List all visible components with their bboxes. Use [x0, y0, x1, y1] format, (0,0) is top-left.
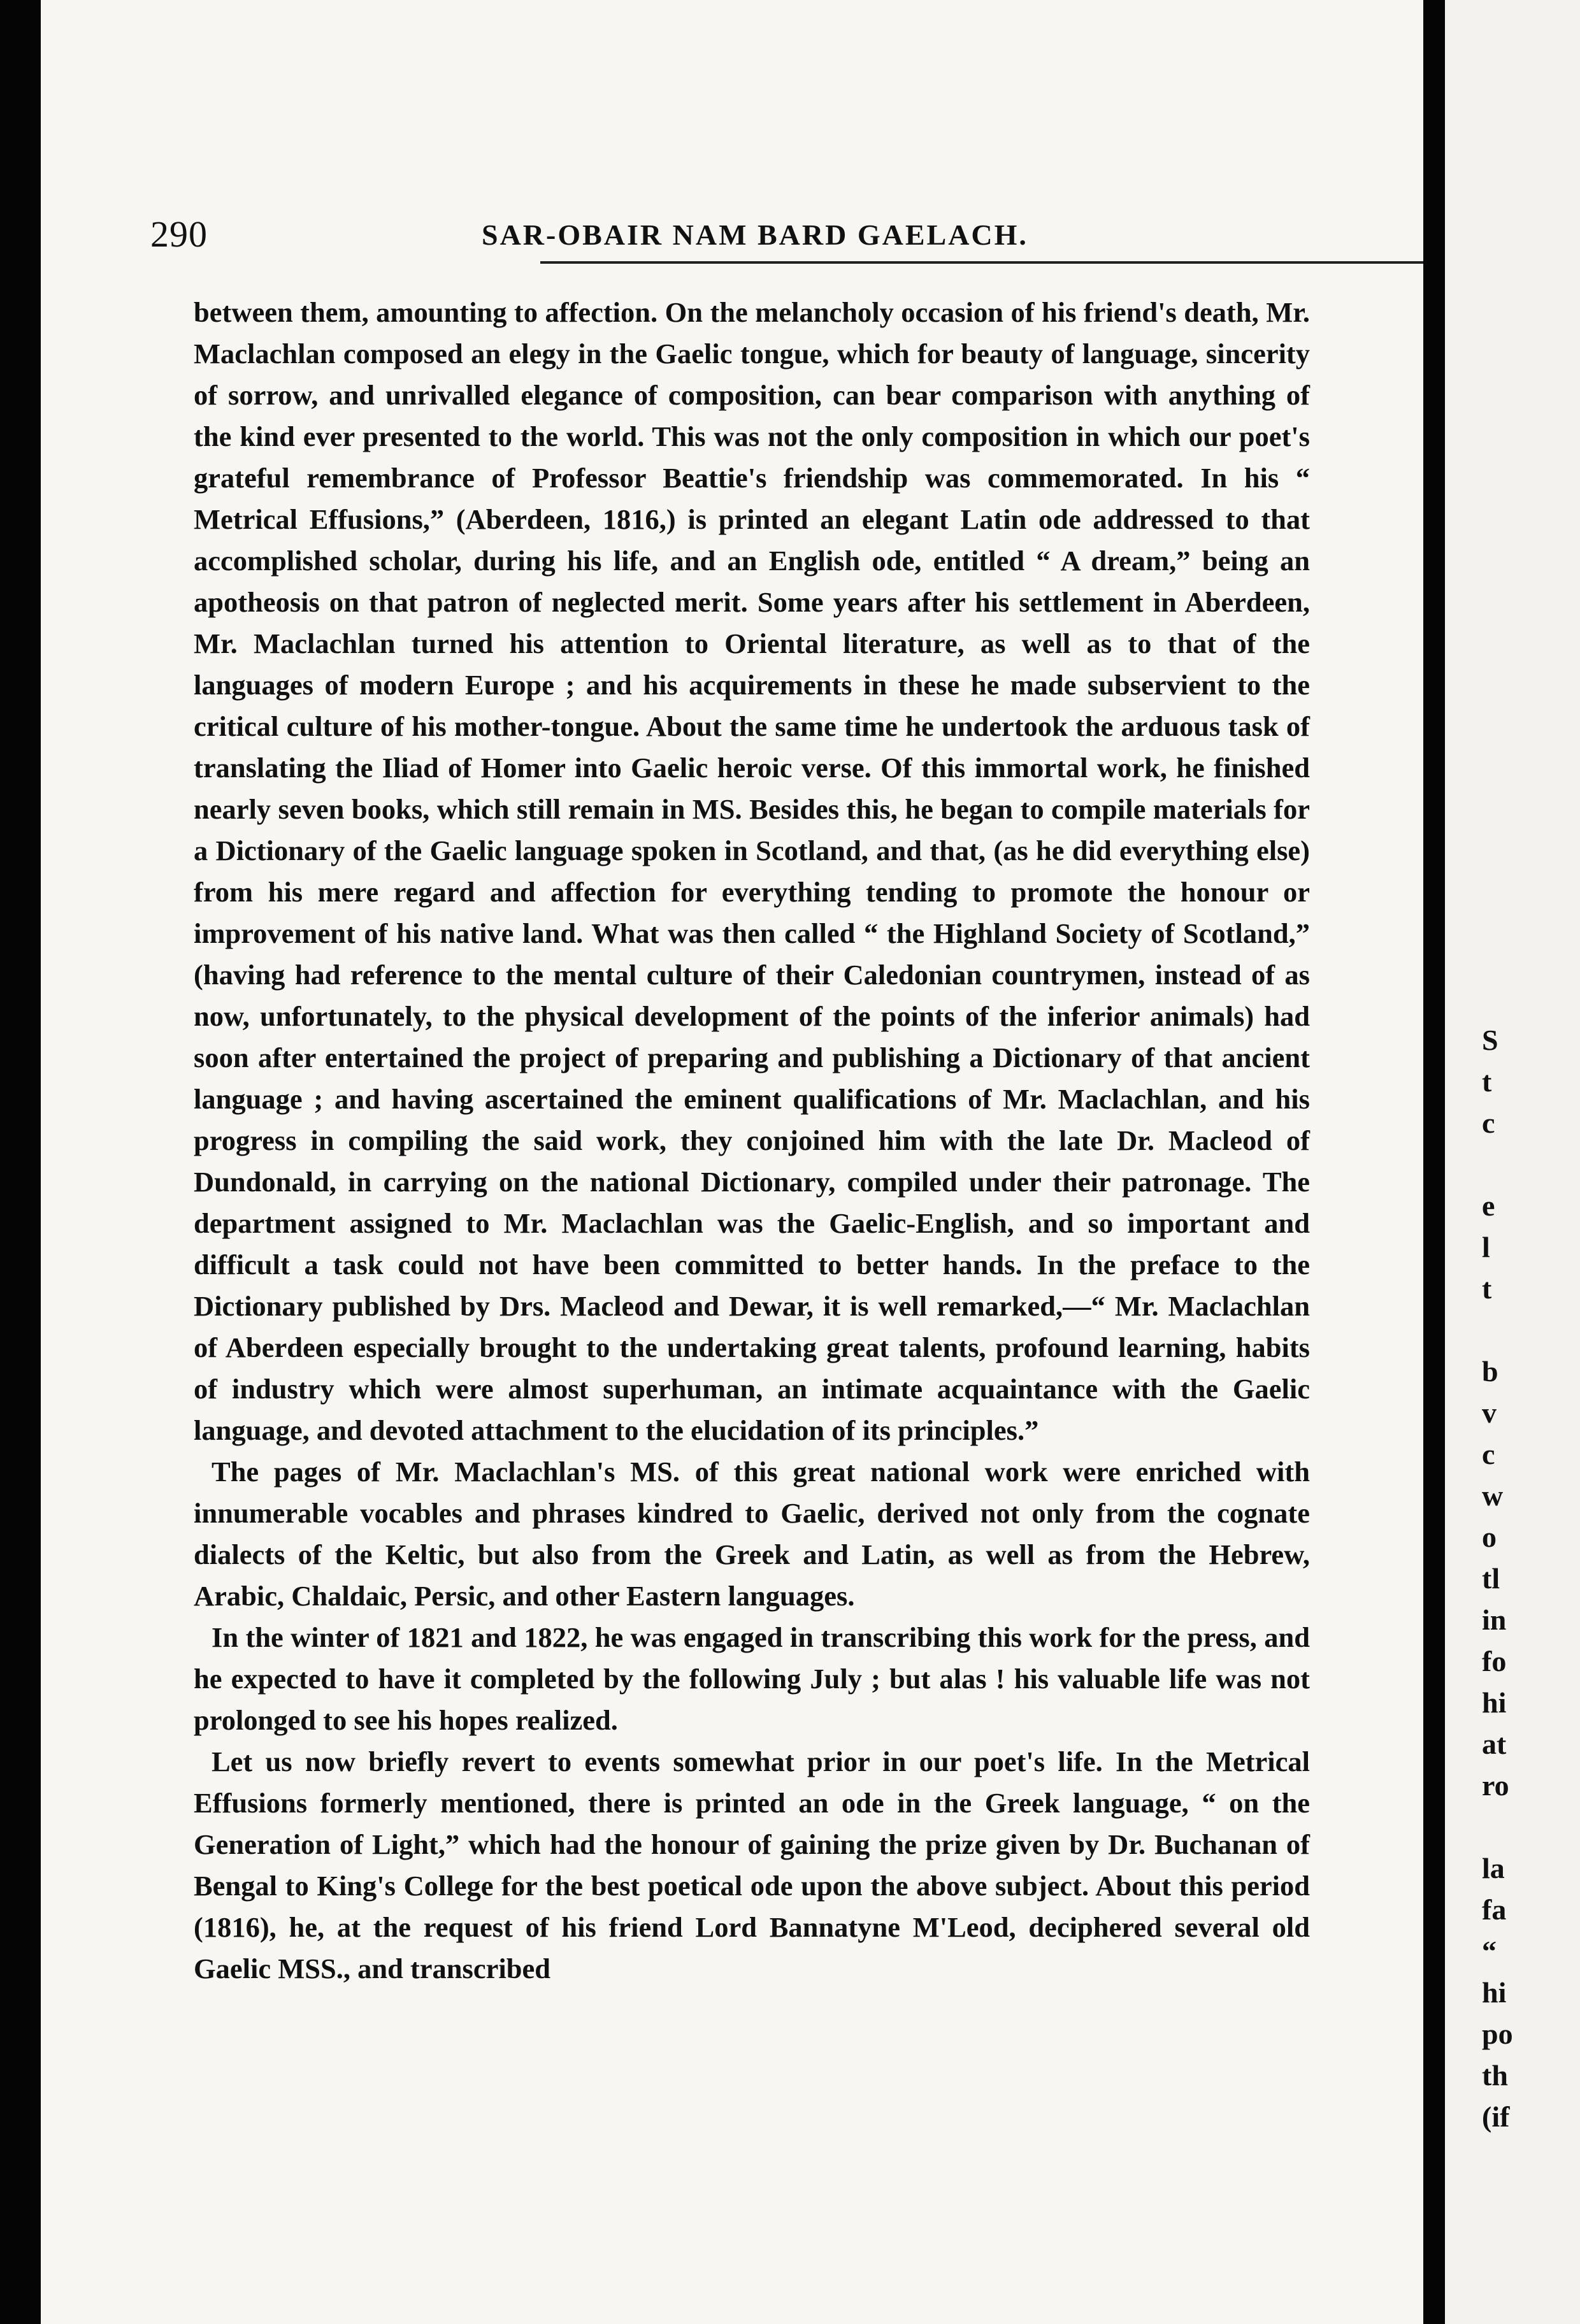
adjacent-page-fragment: e — [1482, 1189, 1495, 1222]
adjacent-page-fragment: hi — [1482, 1976, 1507, 2009]
adjacent-page-fragment — [1482, 1806, 1580, 1847]
page-header — [150, 199, 1335, 262]
adjacent-page-fragment: v — [1482, 1396, 1497, 1429]
paragraph-4: Let us now briefly revert to events somewhat prior in our poet's life. In the Metrical Effusions formerly mentioned, there is printed an ode in the Greek language, “ on the Generation of Light,” which had the honour of gaining the prize given by Dr. Buchanan of Bengal to King's College for the best poetical ode upon the above subject. About this period (1816), he, at the request of his friend Lord Bannatyne M'Leod, deciphered several old Gaelic MSS., and transcribed — [194, 1746, 1310, 1984]
adjacent-page-fragment: b — [1482, 1355, 1498, 1388]
adjacent-page-fragment: ro — [1482, 1769, 1509, 1802]
adjacent-page-fragment: la — [1482, 1852, 1505, 1884]
adjacent-page-fragment: (if — [1482, 2100, 1510, 2133]
paragraph-3: In the winter of 1821 and 1822, he was engaged in transcribing this work for the press, and he expected to have it completed by the following July ; but alas ! his valuable life was not prolonged to see his hopes realized. — [194, 1621, 1310, 1736]
adjacent-page-fragment — [1482, 1144, 1580, 1185]
adjacent-page-fragment: at — [1482, 1728, 1507, 1760]
adjacent-page-fragment: tl — [1482, 1562, 1500, 1595]
paragraph-2: The pages of Mr. Maclachlan's MS. of this great national work were enriched with innumerable vocables and phrases kindred to Gaelic, derived not only from the cognate dialects of the Keltic, but also from the Greek and Latin, as well as from the Hebrew, Arabic, Chaldaic, Persic, and other Eastern languages. — [194, 1456, 1310, 1612]
paragraph-1: between them, amounting to affection. On the melancholy occasion of his friend's death, Mr. Maclachlan composed an elegy in the Gaelic tongue, which for beauty of language, sincerity of sorrow, and unrivalled elegance of composition, can bear comparison with anything of the kind ever presented to the world. This was not the only composition in which our poet's grateful remembrance of Professor Beattie's friendship was commemorated. In his “ Metrical Effusions,” (Aberdeen, 1816,) is printed an elegant Latin ode addressed to that accomplished scholar, during his life, and an English ode, entitled “ A dream,” being an apotheosis on that patron of neglected merit. Some years after his settlement in Aberdeen, Mr. Maclachlan turned his attention to Oriental literature, as well as to that of the languages of modern Europe ; and his acquirements in these he made subservient to the critical culture of his mother-tongue. About the same time he undertook the arduous task of translating the Iliad of Homer into Gaelic heroic verse. Of this immortal work, he finished nearly seven books, which still remain in MS. Besides this, he began to compile materials for a Dictionary of the Gaelic language spoken in Scotland, and that, (as he did everything else) from his mere regard and affection for everything tending to promote the honour or improvement of his native land. What was then called “ the Highland Society of Scotland,” (having had reference to the mental culture of their Caledonian countrymen, instead of as now, unfortunately, to the physical development of the points of the inferior animals) had soon after entertained the project of preparing and publishing a Dictionary of that ancient language ; and having ascertained the eminent qualifications of Mr. Maclachlan, and his progress in compiling the said work, they conjoined him with the late Dr. Macleod of Dundonald, in carrying on the national Dictionary, compiled under their patronage. The department assigned to Mr. Maclachlan was the Gaelic-English, and so important and difficult a task could not have been committed to better hands. In the preface to the Dictionary published by Drs. Macleod and Dewar, it is well remarked,—“ Mr. Maclachlan of Aberdeen especially brought to the undertaking great talents, profound learning, habits of industry which were almost superhuman, an intimate acquaintance with the Gaelic language, and devoted attachment to the elucidation of its principles.” — [194, 296, 1310, 1446]
adjacent-page-fragment: l — [1482, 1231, 1490, 1263]
adjacent-page-fragment: t — [1482, 1065, 1492, 1098]
running-title: SAR-OBAIR NAM BARD GAELACH. — [482, 219, 1028, 251]
body-text — [194, 292, 1310, 1990]
adjacent-page-fragments — [1482, 1019, 1580, 2137]
adjacent-page-fragment: in — [1482, 1603, 1507, 1636]
adjacent-page-fragment: fa — [1482, 1893, 1507, 1926]
adjacent-page-fragment: t — [1482, 1272, 1492, 1305]
adjacent-page-fragment — [1482, 1309, 1580, 1351]
book-gutter — [1423, 0, 1445, 2324]
scan-left-margin — [0, 0, 41, 2324]
adjacent-page-fragment: S — [1482, 1024, 1498, 1056]
adjacent-page-fragment: o — [1482, 1521, 1497, 1553]
adjacent-page-fragment: w — [1482, 1479, 1504, 1512]
adjacent-page-fragment: fo — [1482, 1645, 1507, 1677]
header-rule — [540, 261, 1464, 264]
adjacent-page-fragment: th — [1482, 2059, 1508, 2091]
adjacent-page-fragment: c — [1482, 1107, 1495, 1139]
page-number: 290 — [150, 213, 208, 255]
adjacent-page-fragment: po — [1482, 2018, 1513, 2050]
adjacent-page-fragment: hi — [1482, 1686, 1507, 1719]
adjacent-page-fragment: c — [1482, 1438, 1495, 1470]
adjacent-page-fragment: “ — [1482, 1935, 1497, 1967]
